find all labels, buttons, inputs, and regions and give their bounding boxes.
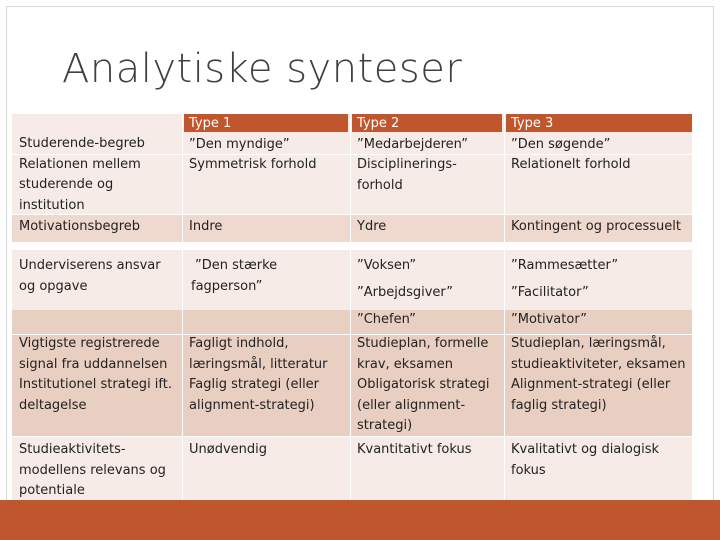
row-label-line: og opgave — [19, 278, 88, 294]
cell-line: fokus — [511, 462, 546, 478]
cell-motivation-type1: Indre — [189, 219, 223, 234]
cell-line: fagperson” — [191, 278, 263, 294]
cell-line: læringsmål, litteratur — [189, 356, 328, 372]
grid-line — [350, 114, 351, 500]
cell-line: ”Voksen” — [357, 258, 417, 273]
header-type2-relation-cont: forhold — [357, 177, 403, 193]
cell-line: faglig strategi) — [511, 397, 607, 413]
header-type3-name: ”Den søgende” — [511, 136, 611, 152]
row-label-line: studerende og — [19, 177, 114, 192]
row-label-line: Relationen mellem — [19, 156, 141, 172]
cell-teacher-type1 — [186, 256, 350, 300]
cell-line: Fagligt indhold, — [189, 336, 289, 351]
cell-line: Studieplan, læringsmål, — [511, 336, 666, 351]
header-type1-label: Type 1 — [189, 116, 232, 131]
row-label-line: institution — [19, 197, 85, 213]
row-label-line: Underviserens ansvar — [19, 258, 161, 273]
cell-line: Alignment-strategi (eller — [511, 377, 671, 392]
row-label-line: modellens relevans og — [19, 462, 166, 478]
cell-line: ”Motivator” — [511, 312, 587, 327]
header-type1-relation: Symmetrisk forhold — [189, 157, 317, 172]
grid-line — [504, 114, 505, 500]
cell-line: strategi) — [357, 418, 413, 433]
row-label-model — [14, 440, 184, 502]
cell-line: Obligatorisk strategi — [357, 377, 490, 392]
row-label-teacher — [14, 256, 184, 300]
header-type2 — [352, 114, 504, 198]
cell-line: Faglig strategi (eller — [189, 377, 320, 392]
cell-line: studieaktiviteter, eksamen — [511, 356, 686, 372]
grid-line — [12, 242, 692, 243]
cell-motivation-type2: Ydre — [357, 219, 387, 234]
cell-signal-type3 — [506, 334, 692, 420]
row-label-line: Studieaktivitets- — [19, 442, 126, 457]
cell-signal-type2 — [352, 334, 504, 438]
row-label-line: signal fra uddannelsen — [19, 356, 168, 372]
cell-line: alignment-strategi) — [189, 397, 315, 413]
header-type2-name: ”Medarbejderen” — [357, 136, 468, 152]
header-type1-name: ”Den myndige” — [189, 136, 290, 152]
row-label-line: Vigtigste registrerede — [19, 336, 160, 351]
cell-line: ”Arbejdsgiver” — [357, 285, 454, 300]
cell-line: krav, eksamen — [357, 356, 453, 372]
slide-title: Analytiske synteser — [62, 46, 463, 92]
header-type3-label: Type 3 — [511, 116, 554, 131]
row-label-line: deltagelse — [19, 397, 87, 413]
cell-model-type3 — [506, 440, 692, 484]
cell-signal-type1 — [184, 334, 350, 420]
cell-teacher-type2 — [352, 256, 504, 336]
header-type2-label: Type 2 — [357, 116, 400, 131]
cell-model-type2: Kvantitativt fokus — [357, 442, 472, 457]
footer-accent-bar — [0, 500, 720, 540]
header-type3-relation: Relationelt forhold — [511, 157, 631, 172]
cell-teacher-type3 — [506, 256, 692, 336]
cell-line: (eller alignment- — [357, 397, 466, 413]
row-label-signal — [14, 334, 184, 420]
cell-line: ”Chefen” — [357, 312, 416, 327]
header-type2-relation: Disciplinerings- — [357, 157, 457, 172]
row-label-line: Studerende-begreb — [19, 136, 145, 151]
cell-motivation-type3: Kontingent og processuelt — [511, 219, 681, 234]
cell-line: ”Rammesætter” — [511, 258, 619, 273]
header-type3 — [506, 114, 692, 186]
cell-model-type1: Unødvendig — [189, 442, 268, 457]
cell-line: Kvalitativt og dialogisk — [511, 442, 660, 457]
cell-line: Studieplan, formelle — [357, 336, 489, 351]
cell-line: ”Facilitator” — [511, 285, 589, 300]
row-label-line: Institutionel strategi ift. — [19, 377, 172, 392]
row-label-line: potentiale — [19, 483, 85, 498]
cell-line: ”Den stærke — [195, 258, 278, 273]
header-type1 — [184, 114, 350, 186]
row-label-studerende — [14, 134, 184, 218]
row-label-motivation: Motivationsbegreb — [19, 219, 141, 234]
